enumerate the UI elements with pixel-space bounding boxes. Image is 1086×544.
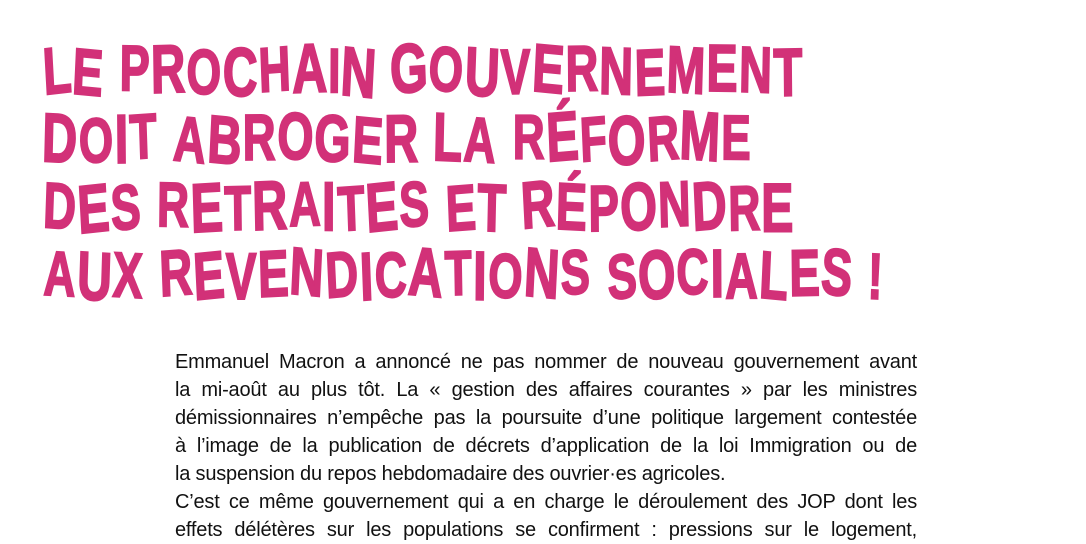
headline-line-2	[41, 95, 885, 180]
headline-letter: E	[444, 170, 479, 245]
headline-letter: A	[42, 237, 78, 310]
headline-letter: N	[738, 32, 774, 107]
headline-letter: N	[522, 232, 563, 314]
paragraph-2	[175, 488, 917, 544]
headline-letter: I	[327, 35, 342, 106]
headline-letter: O	[77, 104, 116, 177]
headline-letter: S	[559, 235, 593, 309]
headline-letter: C	[374, 238, 409, 311]
headline-letter: N	[657, 167, 693, 241]
headline-letter: I	[358, 237, 376, 315]
headline-letter: D	[323, 236, 362, 312]
body-text-line: effets délétères sur les populations se confirment : pressions sur le logement,	[175, 519, 917, 541]
headline-letter: R	[727, 171, 762, 244]
headline-letter: T	[336, 171, 368, 245]
headline-letter: O	[186, 35, 223, 108]
headline-letter: I	[114, 100, 131, 178]
headline-letter: E	[257, 235, 292, 311]
headline-letter: D	[690, 165, 730, 246]
headline-letter: R	[251, 165, 290, 245]
headline-letter: O	[487, 239, 525, 312]
headline-letter: E	[530, 29, 568, 109]
headline-letter: V	[500, 35, 533, 108]
body-text	[175, 348, 917, 544]
headline-letter: E	[788, 235, 822, 310]
headline-letter: L	[757, 236, 792, 315]
headline-letter: E	[71, 34, 107, 111]
headline-letter: T	[223, 172, 253, 244]
headline-letter: N	[598, 32, 636, 109]
headline-letter: P	[588, 171, 621, 245]
headline-letter: H	[257, 32, 294, 106]
headline-letter: E	[363, 166, 402, 247]
headline-letter: !	[866, 239, 886, 314]
headline-letter: F	[578, 102, 610, 175]
headline-letter: E	[633, 34, 668, 110]
headline-letter	[591, 239, 607, 311]
headline-letter: A	[288, 168, 323, 240]
body-text-line: la mi-août au plus tôt. La « gestion des affaires courantes » par les ministres	[175, 379, 917, 401]
headline-letter: O	[606, 100, 648, 180]
headline-letter: E	[350, 102, 386, 179]
headline-letter: L	[41, 31, 75, 109]
headline-letter: C	[676, 236, 710, 308]
headline-line-3	[42, 165, 885, 248]
headline-letter: R	[565, 31, 600, 105]
headline-letter: S	[108, 169, 144, 245]
headline-letter: I	[472, 236, 489, 315]
headline-line-1	[41, 27, 885, 113]
headline-letter: I	[322, 167, 338, 245]
headline-letter: P	[119, 31, 152, 105]
headline	[41, 27, 1086, 316]
headline-letter: A	[171, 101, 210, 178]
headline-letter: G	[314, 100, 353, 176]
headline-letter: S	[398, 167, 432, 241]
headline-letter: D	[41, 98, 80, 178]
headline-letter: A	[462, 103, 499, 177]
headline-letter: S	[819, 233, 856, 311]
headline-letter: R	[645, 101, 682, 175]
headline-letter	[430, 170, 445, 240]
headline-line-4	[42, 232, 886, 316]
headline-letter: E	[191, 236, 228, 315]
headline-letter: T	[476, 169, 509, 246]
headline-letter: T	[772, 33, 804, 111]
headline-letter: R	[156, 168, 191, 241]
headline-letter: M	[678, 95, 723, 176]
body-text-line: C’est ce même gouvernement qui a en charge le déroulement des JOP dont les	[175, 491, 917, 513]
headline-letter: R	[242, 100, 278, 174]
headline-letter: O	[276, 97, 317, 175]
headline-letter	[103, 35, 121, 105]
headline-letter: E	[706, 30, 740, 106]
headline-letter: A	[725, 239, 760, 313]
headline-letter: É	[555, 168, 590, 245]
headline-letter: S	[605, 239, 640, 314]
body-text-line: la suspension du repos hebdomadaire des ouvrier·es agricoles.	[175, 463, 726, 485]
headline-letter: O	[618, 166, 660, 246]
headline-letter: É	[544, 95, 582, 177]
headline-letter: O	[635, 233, 679, 315]
headline-letter: A	[406, 232, 447, 313]
headline-letter: U	[463, 32, 503, 112]
headline-letter: I	[710, 234, 726, 312]
body-text-line: démissionnaires n’empêche pas la poursuite d’une politique largement contestée	[175, 407, 917, 429]
body-text-line: à l’image de la publication de décrets d’application de la loi Immigration ou de	[175, 435, 917, 457]
headline-letter: R	[519, 165, 558, 243]
headline-letter: T	[443, 236, 474, 309]
headline-letter: V	[225, 238, 259, 313]
headline-letter: N	[288, 232, 328, 311]
headline-letter: G	[388, 27, 431, 108]
headline-letter: N	[339, 31, 380, 113]
body-text-line: Emmanuel Macron a annoncé ne pas nommer de nouveau gouvernement avant	[175, 351, 917, 373]
headline-letter: B	[205, 100, 245, 180]
headline-letter: A	[291, 28, 330, 108]
headline-letter	[497, 104, 514, 176]
headline-letter: E	[75, 168, 113, 248]
headline-letter: O	[427, 31, 467, 107]
headline-letter: M	[665, 31, 708, 108]
headline-letter: R	[150, 30, 188, 108]
headline-letter: E	[721, 101, 753, 173]
headline-letter	[140, 168, 158, 240]
headline-letter: E	[189, 167, 226, 248]
headline-letter: T	[128, 99, 160, 173]
headline-letter: U	[75, 236, 115, 316]
headline-letter: R	[512, 101, 547, 173]
headline-letter: L	[432, 98, 465, 176]
headline-letter: E	[761, 168, 796, 247]
headline-letter: R	[383, 100, 420, 177]
headline-letter: X	[112, 238, 146, 312]
headline-letter: C	[222, 32, 260, 111]
headline-letter: R	[157, 234, 195, 311]
headline-letter: D	[42, 168, 79, 244]
paragraph-1	[175, 348, 917, 488]
